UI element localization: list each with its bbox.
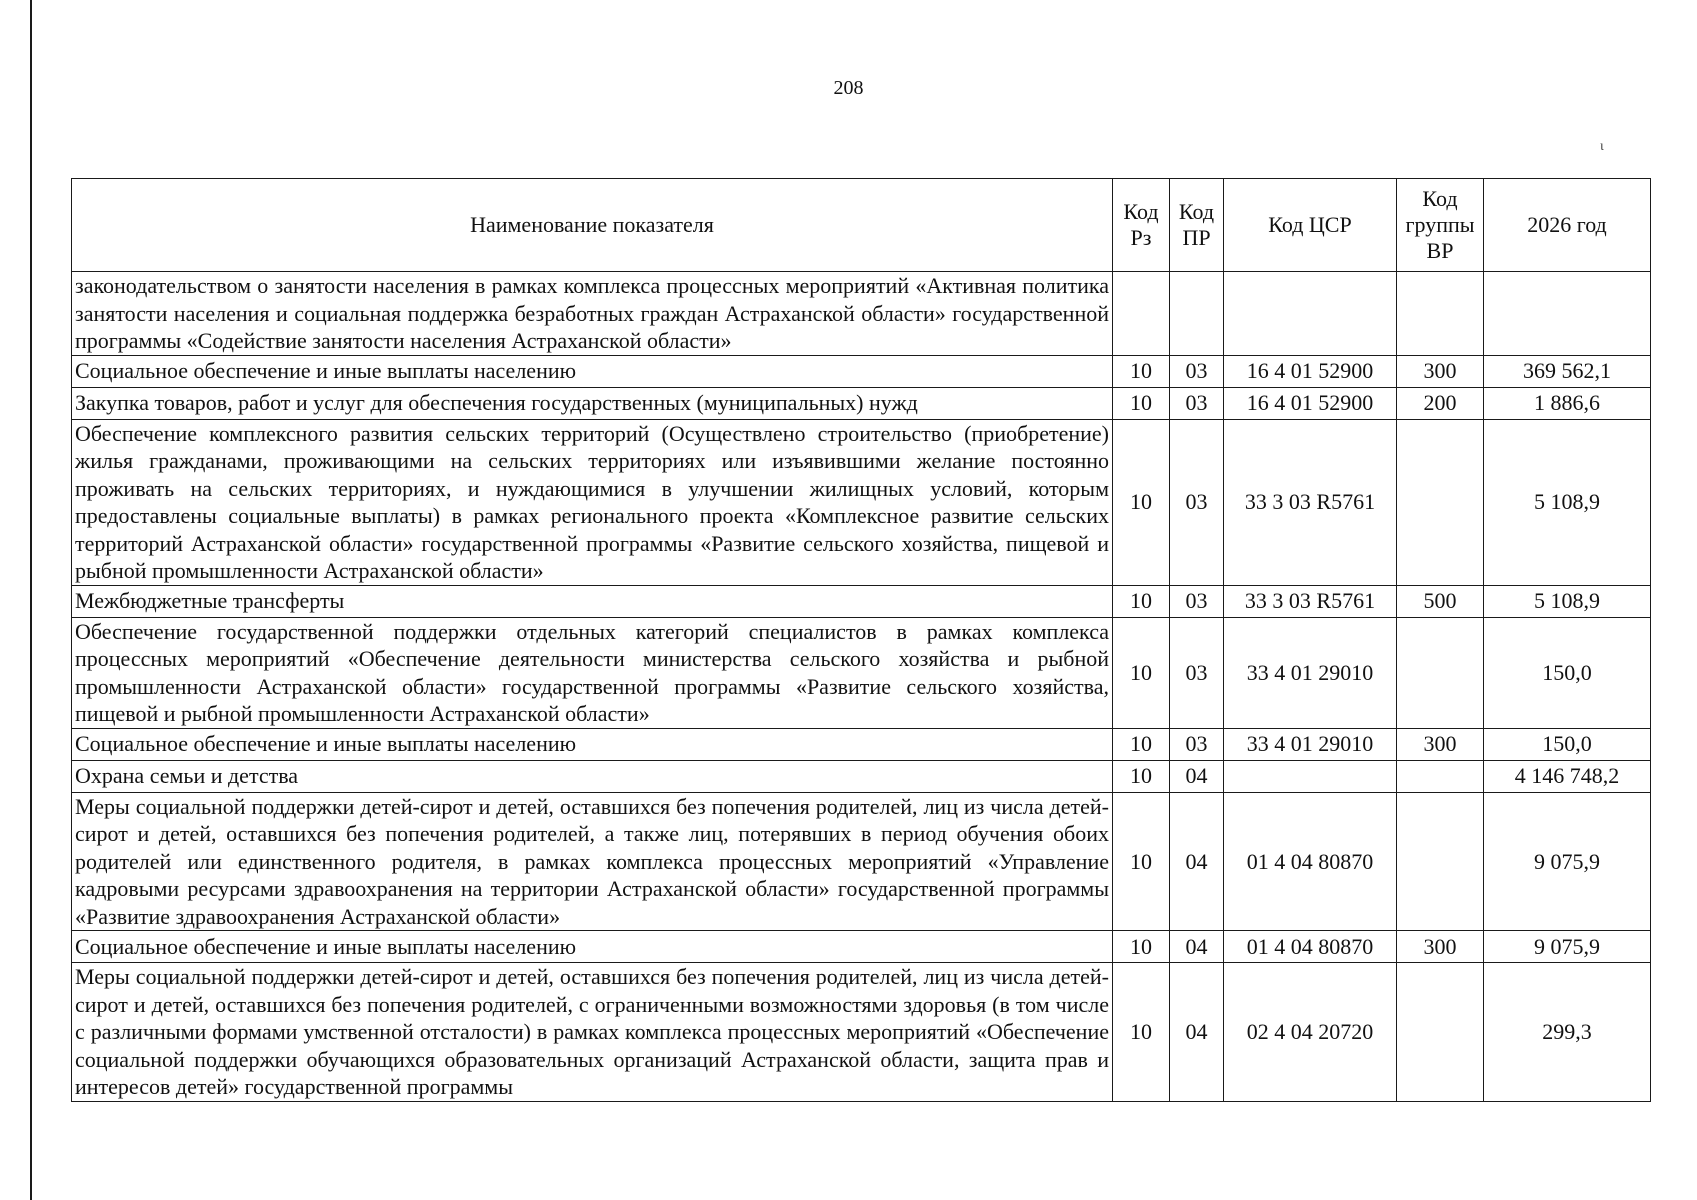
row-rz: 10 — [1113, 792, 1170, 931]
row-pr: 04 — [1170, 792, 1224, 931]
row-name: Меры социальной поддержки детей-сирот и детей, оставшихся без попечения родителей, лиц из числа детей-сирот и детей, оставшихся без попечения родителей, с ограниченными возможностями здоровья (в том числе с различными формами умственной отсталости) в рамках комплекса процессных мероприятий «Обеспечение социальной поддержки обучающихся образовательных организаций Астраханской области, защита прав и интересов детей» государственной программы — [72, 963, 1113, 1102]
margin-binding-line — [30, 0, 32, 1200]
row-csr — [1224, 272, 1397, 356]
row-csr: 16 4 01 52900 — [1224, 387, 1397, 419]
row-name: Меры социальной поддержки детей-сирот и детей, оставшихся без попечения родителей, лиц из числа детей-сирот и детей, оставшихся без попечения родителей, а также лиц, потерявших в период обучения обоих родителей или единственного родителя, в рамках комплекса процессных мероприятий «Управление кадровыми ресурсами здравоохранения на территории Астраханской области» государственной программы «Развитие здравоохранения Астраханской области» — [72, 792, 1113, 931]
table-row — [72, 387, 1651, 419]
row-vr — [1397, 419, 1484, 585]
row-rz: 10 — [1113, 585, 1170, 617]
row-vr: 200 — [1397, 387, 1484, 419]
stray-mark: ɩ — [1600, 139, 1604, 154]
budget-table — [71, 178, 1651, 1102]
row-amount: 1 886,6 — [1484, 387, 1651, 419]
row-name: Социальное обеспечение и иные выплаты населению — [72, 728, 1113, 760]
row-vr — [1397, 792, 1484, 931]
page-number: 208 — [833, 77, 864, 99]
table-row — [72, 760, 1651, 792]
row-csr — [1224, 760, 1397, 792]
row-rz: 10 — [1113, 963, 1170, 1102]
row-amount: 4 146 748,2 — [1484, 760, 1651, 792]
row-rz: 10 — [1113, 419, 1170, 585]
row-vr: 300 — [1397, 728, 1484, 760]
row-csr: 01 4 04 80870 — [1224, 792, 1397, 931]
header-name: Наименование показателя — [72, 179, 1113, 272]
table-row — [72, 355, 1651, 387]
row-name: Социальное обеспечение и иные выплаты населению — [72, 931, 1113, 963]
row-name: Обеспечение государственной поддержки отдельных категорий специалистов в рамках комплекса процессных мероприятий «Обеспечение деятельности министерства сельского хозяйства и рыбной промышленности Астраханской области» государственной программы «Развитие сельского хозяйства, пищевой и рыбной промышленности Астраханской области» — [72, 617, 1113, 728]
table-row — [72, 419, 1651, 585]
row-pr: 04 — [1170, 963, 1224, 1102]
row-csr: 16 4 01 52900 — [1224, 355, 1397, 387]
header-pr: Код ПР — [1170, 179, 1224, 272]
table-row — [72, 792, 1651, 931]
row-amount: 5 108,9 — [1484, 419, 1651, 585]
table-row — [72, 272, 1651, 356]
row-pr: 04 — [1170, 931, 1224, 963]
row-pr: 03 — [1170, 419, 1224, 585]
table-row — [72, 931, 1651, 963]
row-amount: 299,3 — [1484, 963, 1651, 1102]
row-csr: 33 3 03 R5761 — [1224, 419, 1397, 585]
row-csr: 33 3 03 R5761 — [1224, 585, 1397, 617]
row-csr: 33 4 01 29010 — [1224, 728, 1397, 760]
row-pr: 03 — [1170, 617, 1224, 728]
row-pr: 04 — [1170, 760, 1224, 792]
row-name: Закупка товаров, работ и услуг для обеспечения государственных (муниципальных) нужд — [72, 387, 1113, 419]
row-csr: 33 4 01 29010 — [1224, 617, 1397, 728]
row-vr — [1397, 617, 1484, 728]
row-rz — [1113, 272, 1170, 356]
header-rz: Код Рз — [1113, 179, 1170, 272]
row-rz: 10 — [1113, 760, 1170, 792]
row-rz: 10 — [1113, 728, 1170, 760]
header-csr: Код ЦСР — [1224, 179, 1397, 272]
table-row — [72, 963, 1651, 1102]
row-csr: 02 4 04 20720 — [1224, 963, 1397, 1102]
row-rz: 10 — [1113, 931, 1170, 963]
header-amount: 2026 год — [1484, 179, 1651, 272]
row-vr — [1397, 760, 1484, 792]
row-vr: 500 — [1397, 585, 1484, 617]
row-name: законодательством о занятости населения в рамках комплекса процессных мероприятий «Активная политика занятости населения и социальная поддержка безработных граждан Астраханской области» государственной программы «Содействие занятости населения Астраханской области» — [72, 272, 1113, 356]
table-row — [72, 728, 1651, 760]
row-amount: 369 562,1 — [1484, 355, 1651, 387]
row-pr: 03 — [1170, 387, 1224, 419]
row-vr — [1397, 963, 1484, 1102]
row-amount: 150,0 — [1484, 617, 1651, 728]
row-name: Межбюджетные трансферты — [72, 585, 1113, 617]
row-name: Обеспечение комплексного развития сельских территорий (Осуществлено строительство (приобретение) жилья гражданами, проживающими на сельских территориях или изъявившими желание постоянно проживать на сельских территориях, и нуждающимися в улучшении жилищных условий, которым предоставлены социальные выплаты) в рамках регионального проекта «Комплексное развитие сельских территорий Астраханской области» государственной программы «Развитие сельского хозяйства, пищевой и рыбной промышленности Астраханской области» — [72, 419, 1113, 585]
row-pr: 03 — [1170, 728, 1224, 760]
row-rz: 10 — [1113, 355, 1170, 387]
row-pr: 03 — [1170, 585, 1224, 617]
table-row — [72, 617, 1651, 728]
row-rz: 10 — [1113, 387, 1170, 419]
row-amount: 5 108,9 — [1484, 585, 1651, 617]
row-pr: 03 — [1170, 355, 1224, 387]
row-csr: 01 4 04 80870 — [1224, 931, 1397, 963]
row-amount: 9 075,9 — [1484, 792, 1651, 931]
row-pr — [1170, 272, 1224, 356]
header-vr: Код группы ВР — [1397, 179, 1484, 272]
row-vr: 300 — [1397, 931, 1484, 963]
row-vr: 300 — [1397, 355, 1484, 387]
row-amount: 150,0 — [1484, 728, 1651, 760]
row-amount: 9 075,9 — [1484, 931, 1651, 963]
table-header-row — [72, 179, 1651, 272]
row-name: Социальное обеспечение и иные выплаты населению — [72, 355, 1113, 387]
row-name: Охрана семьи и детства — [72, 760, 1113, 792]
row-amount — [1484, 272, 1651, 356]
row-vr — [1397, 272, 1484, 356]
row-rz: 10 — [1113, 617, 1170, 728]
table-row — [72, 585, 1651, 617]
